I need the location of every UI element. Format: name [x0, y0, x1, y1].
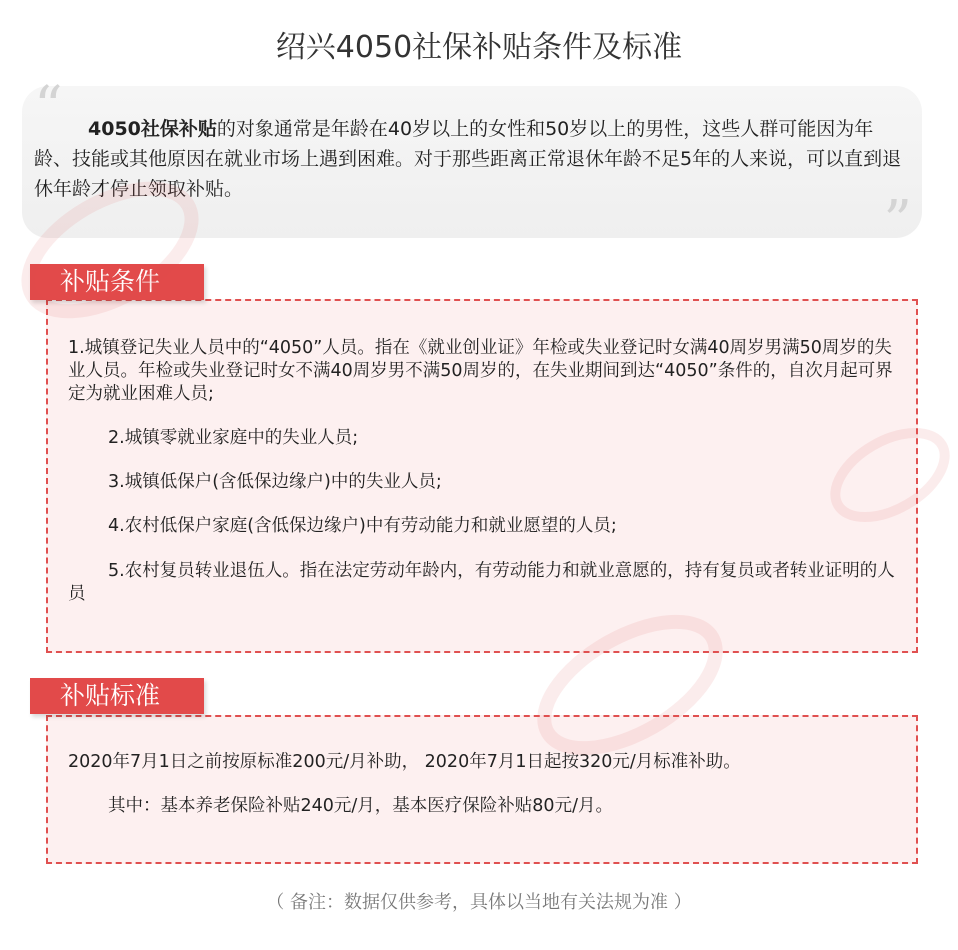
condition-item-3: 3.城镇低保户(含低保边缘户)中的失业人员;: [108, 472, 442, 492]
condition-item-2: 2.城镇零就业家庭中的失业人员;: [108, 428, 359, 448]
watermark-logo-icon: [820, 420, 958, 530]
conditions-heading: 补贴条件: [30, 264, 204, 300]
condition-item-5: 5.农村复员转业退伍人。指在法定劳动年龄内，有劳动能力和就业意愿的，持有复员或者转业证明的人员: [68, 561, 895, 604]
condition-item-4: 4.农村低保户家庭(含低保边缘户)中有劳动能力和就业愿望的人员;: [108, 516, 617, 536]
intro-body: 的对象通常是年龄在40岁以上的女性和50岁以上的男性，这些人群可能因为年龄、技能或其他原因在就业市场上遇到困难。对于那些距离正常退休年龄不足5年的人来说，可以直到退休年龄才停止领取补贴。: [34, 118, 902, 200]
watermark-logo-icon: [10, 180, 210, 320]
standard-item-1: 2020年7月1日之前按原标准200元/月补助， 2020年7月1日起按320元/月标准补助。: [68, 752, 741, 772]
footer-note: （ 备注：数据仅供参考，具体以当地有关法规为准 ）: [266, 892, 692, 913]
intro-lead: 4050社保补贴: [88, 118, 217, 140]
standard-panel: [46, 715, 918, 864]
page-title: 绍兴4050社保补贴条件及标准: [275, 30, 683, 65]
conditions-panel: [46, 299, 918, 653]
condition-item-1: 1.城镇登记失业人员中的“4050”人员。指在《就业创业证》年检或失业登记时女满40周岁男满50周岁的失业人员。年检或失业登记时女不满40周岁男不满50周岁的，在失业期间到达“4050”条件的，自次月起可界定为就业困难人员;: [68, 338, 893, 404]
watermark-logo-icon: [520, 610, 740, 760]
standard-heading: 补贴标准: [30, 678, 204, 714]
open-quote-icon: “: [34, 75, 63, 140]
standard-item-2: 其中：基本养老保险补贴240元/月，基本医疗保险补贴80元/月。: [108, 796, 613, 816]
close-quote-icon: ”: [883, 189, 912, 254]
